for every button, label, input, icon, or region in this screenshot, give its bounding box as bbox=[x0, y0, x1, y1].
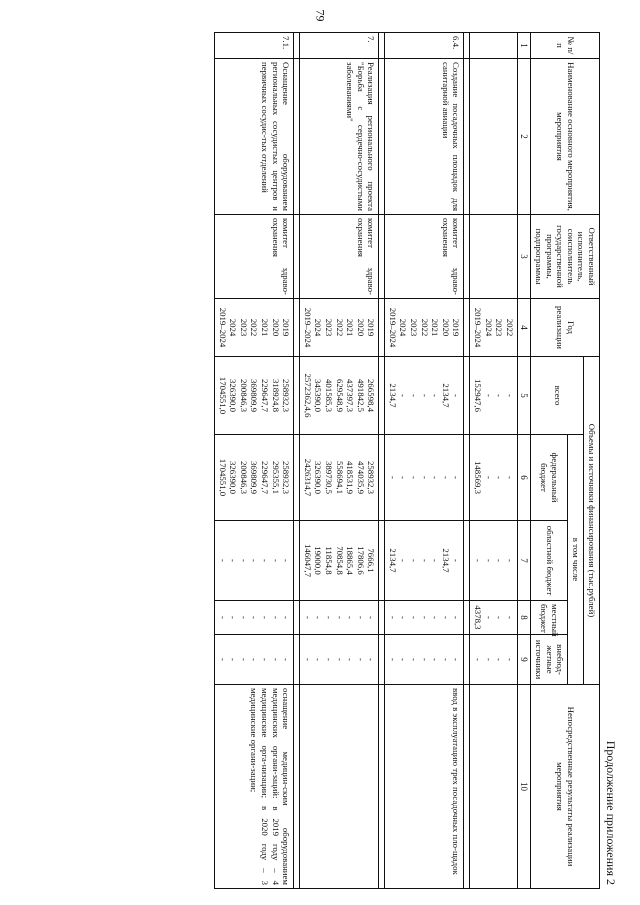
row-total-cell bbox=[385, 357, 464, 435]
amount-value: 18865,4 bbox=[345, 546, 356, 575]
col-number: 6 bbox=[517, 435, 531, 521]
amount-value: - bbox=[430, 476, 441, 479]
table-row-7 bbox=[300, 33, 379, 889]
amount-value: - bbox=[270, 658, 281, 661]
row-loc-cell bbox=[470, 601, 517, 635]
amount-value: - bbox=[387, 616, 398, 619]
year-value: 2019–2024 bbox=[302, 307, 313, 348]
amount-value: 491842,5 bbox=[355, 379, 366, 412]
row-ext-cell bbox=[300, 635, 379, 685]
amount-value: - bbox=[504, 559, 515, 562]
year-value: 2019–2024 bbox=[387, 307, 398, 348]
amount-value: 258932,3 bbox=[366, 461, 377, 494]
col-number: 4 bbox=[517, 299, 531, 357]
year-value: 2019 bbox=[451, 318, 462, 337]
col-number: 3 bbox=[517, 215, 531, 299]
amount-value: 2134,7 bbox=[387, 383, 398, 408]
year-value: 2022 bbox=[419, 318, 430, 337]
amount-value: 629548,9 bbox=[334, 379, 345, 412]
amount-value: - bbox=[345, 616, 356, 619]
row-reg-cell bbox=[300, 521, 379, 601]
amount-value: - bbox=[430, 559, 441, 562]
amount-value: 70854,8 bbox=[334, 546, 345, 575]
amount-value: - bbox=[409, 394, 420, 397]
amount-value: 7666,1 bbox=[366, 548, 377, 573]
amount-value: - bbox=[323, 616, 334, 619]
col-number: 10 bbox=[517, 685, 531, 889]
col-number: 7 bbox=[517, 521, 531, 601]
amount-value: - bbox=[270, 559, 281, 562]
row-fed-cell bbox=[215, 435, 294, 521]
amount-value: - bbox=[259, 616, 270, 619]
amount-value: 326390,0 bbox=[228, 461, 239, 494]
row-result-cell bbox=[300, 685, 379, 889]
amount-value: 318924,8 bbox=[270, 379, 281, 412]
row-reg-cell bbox=[385, 521, 464, 601]
amount-value: 229647,7 bbox=[259, 461, 270, 494]
row-name-cell: Создание посадочных площадок для санитарной авиации bbox=[385, 59, 464, 215]
amount-value: - bbox=[387, 658, 398, 661]
row-result-cell: ввод в эксплуатацию трех посадочных пло-щадок bbox=[385, 685, 464, 889]
col-year-header: Год реализации bbox=[531, 299, 600, 357]
year-value: 2024 bbox=[313, 318, 324, 337]
amount-value: - bbox=[398, 559, 409, 562]
row-ext-cell bbox=[470, 635, 517, 685]
amount-value: - bbox=[409, 559, 420, 562]
row-total-cell bbox=[215, 357, 294, 435]
amount-value: - bbox=[483, 616, 494, 619]
amount-value: - bbox=[494, 658, 505, 661]
amount-value: 418531,9 bbox=[345, 461, 356, 494]
row-name-cell: Оснащение оборудованием региональных сосудистых центров и первичных сосудис-тых отделений bbox=[215, 59, 294, 215]
amount-value: 19000,0 bbox=[313, 546, 324, 575]
amount-value: 2572362,4,6 bbox=[302, 373, 313, 418]
row-total-cell bbox=[300, 357, 379, 435]
amount-value: - bbox=[313, 658, 324, 661]
amount-value: 2134,7 bbox=[440, 548, 451, 573]
amount-value: 369809,9 bbox=[249, 461, 260, 494]
year-value: 2022 bbox=[504, 318, 515, 337]
row-fed-cell bbox=[300, 435, 379, 521]
amount-value: - bbox=[345, 658, 356, 661]
amount-value: 17806,6 bbox=[355, 546, 366, 575]
row-loc-cell bbox=[300, 601, 379, 635]
amount-value: 2134,7 bbox=[440, 383, 451, 408]
amount-value: 369809,9 bbox=[249, 379, 260, 412]
year-value: 2019 bbox=[281, 318, 292, 337]
amount-value: - bbox=[409, 658, 420, 661]
year-value: 2019–2024 bbox=[217, 307, 228, 348]
amount-value: - bbox=[504, 616, 515, 619]
table-header bbox=[517, 33, 599, 889]
amount-value: - bbox=[494, 616, 505, 619]
year-value: 2020 bbox=[270, 318, 281, 337]
table-row-continuation bbox=[470, 33, 517, 889]
row-loc-cell bbox=[215, 601, 294, 635]
row-reg-cell bbox=[215, 521, 294, 601]
col-reg-header: областной бюджет bbox=[531, 521, 568, 601]
amount-value: 326390,0 bbox=[228, 379, 239, 412]
amount-value: 200846,3 bbox=[238, 379, 249, 412]
amount-value: - bbox=[440, 616, 451, 619]
row-result-cell: оснащение медицин-ским оборудованием медицинских органи-заций: в 2019 году – 4 медицинские орга-низации; в 2020 году – 3 медицинские органи-зации; bbox=[215, 685, 294, 889]
row-years-cell bbox=[385, 299, 464, 357]
amount-value: - bbox=[366, 616, 377, 619]
amount-value: - bbox=[281, 616, 292, 619]
year-value: 2019 bbox=[366, 318, 377, 337]
amount-value: 345390,0 bbox=[313, 379, 324, 412]
amount-value: 258932,3 bbox=[281, 379, 292, 412]
amount-value: 148569,3 bbox=[473, 461, 484, 494]
year-value: 2021 bbox=[259, 318, 270, 337]
row-no-cell bbox=[470, 33, 517, 59]
amount-value: 200846,3 bbox=[238, 461, 249, 494]
table-row-6-4 bbox=[385, 33, 464, 889]
amount-value: 389730,5 bbox=[323, 461, 334, 494]
row-ext-cell bbox=[385, 635, 464, 685]
row-no-cell: 7.1. bbox=[215, 33, 294, 59]
row-name-cell bbox=[470, 59, 517, 215]
year-value: 2024 bbox=[483, 318, 494, 337]
amount-value: - bbox=[398, 658, 409, 661]
amount-value: - bbox=[238, 559, 249, 562]
amount-value: - bbox=[419, 616, 430, 619]
amount-value: - bbox=[398, 616, 409, 619]
col-no-header: № п/п bbox=[531, 33, 600, 59]
row-name-cell: Реализация регионального проекта "Борьба с сердечно-сосудистыми заболеваниями" bbox=[300, 59, 379, 215]
amount-value: 152947,6 bbox=[473, 379, 484, 412]
amount-value: - bbox=[483, 658, 494, 661]
year-value: 2021 bbox=[345, 318, 356, 337]
amount-value: - bbox=[270, 616, 281, 619]
year-value: 2020 bbox=[355, 318, 366, 337]
row-reg-cell bbox=[470, 521, 517, 601]
col-fed-header: федеральный бюджет bbox=[531, 435, 568, 521]
amount-value: 558694,1 bbox=[334, 461, 345, 494]
amount-value: 4378,3 bbox=[473, 605, 484, 630]
col-finance-header: Объемы и источники финансирования (тыс.рублей) bbox=[584, 357, 600, 685]
col-number: 5 bbox=[517, 357, 531, 435]
amount-value: - bbox=[228, 658, 239, 661]
amount-value: - bbox=[494, 394, 505, 397]
amount-value: - bbox=[504, 476, 515, 479]
row-years-cell bbox=[300, 299, 379, 357]
amount-value: - bbox=[302, 658, 313, 661]
amount-value: - bbox=[440, 476, 451, 479]
amount-value: - bbox=[228, 616, 239, 619]
amount-value: - bbox=[334, 616, 345, 619]
year-value: 2023 bbox=[238, 318, 249, 337]
col-number: 1 bbox=[517, 33, 531, 59]
year-value: 2022 bbox=[334, 318, 345, 337]
year-value: 2022 bbox=[249, 318, 260, 337]
amount-value: - bbox=[494, 559, 505, 562]
page-number: 79 bbox=[313, 9, 328, 22]
amount-value: 474035,9 bbox=[355, 461, 366, 494]
row-years-cell bbox=[470, 299, 517, 357]
amount-value: - bbox=[217, 658, 228, 661]
col-number: 8 bbox=[517, 601, 531, 635]
amount-value: - bbox=[504, 658, 515, 661]
amount-value: - bbox=[281, 658, 292, 661]
row-resp-cell: комитет здраво-охранения bbox=[215, 215, 294, 299]
amount-value: - bbox=[504, 394, 515, 397]
amount-value: - bbox=[451, 658, 462, 661]
col-result-header: Непосредственные результаты реализации мероприятия bbox=[531, 685, 600, 889]
amount-value: 437397,3 bbox=[345, 379, 356, 412]
amount-value: - bbox=[281, 559, 292, 562]
amount-value: 258932,3 bbox=[281, 461, 292, 494]
amount-value: 326390,0 bbox=[313, 461, 324, 494]
amount-value: - bbox=[419, 394, 430, 397]
row-resp-cell bbox=[470, 215, 517, 299]
amount-value: - bbox=[249, 559, 260, 562]
year-value: 2024 bbox=[398, 318, 409, 337]
amount-value: - bbox=[473, 658, 484, 661]
row-total-cell bbox=[470, 357, 517, 435]
amount-value: - bbox=[473, 559, 484, 562]
year-value: 2024 bbox=[228, 318, 239, 337]
row-ext-cell bbox=[215, 635, 294, 685]
row-no-cell: 6.4. bbox=[385, 33, 464, 59]
amount-value: - bbox=[259, 658, 270, 661]
amount-value: - bbox=[313, 616, 324, 619]
amount-value: 401585,3 bbox=[323, 379, 334, 412]
year-value: 2023 bbox=[494, 318, 505, 337]
amount-value: - bbox=[334, 658, 345, 661]
amount-value: - bbox=[483, 394, 494, 397]
amount-value: 11854,8 bbox=[323, 546, 334, 575]
col-number: 2 bbox=[517, 59, 531, 215]
table-row-7-1 bbox=[215, 33, 294, 889]
row-resp-cell: комитет здраво-охранения bbox=[385, 215, 464, 299]
year-value: 2023 bbox=[323, 318, 334, 337]
amount-value: 1704551,0 bbox=[217, 376, 228, 415]
amount-value: 229647,7 bbox=[259, 379, 270, 412]
col-resp-header: Ответственный исполнитель, соисполнитель государственной программы, подпрограммы bbox=[531, 215, 600, 299]
financing-table bbox=[214, 32, 600, 889]
row-fed-cell bbox=[385, 435, 464, 521]
amount-value: - bbox=[451, 394, 462, 397]
amount-value: 266598,4 bbox=[366, 379, 377, 412]
col-loc-header: местный бюджет bbox=[531, 601, 568, 635]
year-value: 2023 bbox=[409, 318, 420, 337]
year-value: 2021 bbox=[430, 318, 441, 337]
amount-value: - bbox=[483, 476, 494, 479]
col-including-header: в том числе bbox=[568, 435, 584, 685]
row-result-cell bbox=[470, 685, 517, 889]
amount-value: - bbox=[323, 658, 334, 661]
amount-value: - bbox=[387, 476, 398, 479]
row-no-cell: 7. bbox=[300, 33, 379, 59]
row-years-cell bbox=[215, 299, 294, 357]
col-ext-header: внебюд-жетные источники bbox=[531, 635, 568, 685]
amount-value: - bbox=[409, 616, 420, 619]
amount-value: - bbox=[249, 616, 260, 619]
amount-value: - bbox=[228, 559, 239, 562]
amount-value: - bbox=[259, 559, 270, 562]
amount-value: - bbox=[302, 616, 313, 619]
amount-value: 2426314,7 bbox=[302, 458, 313, 497]
amount-value: - bbox=[430, 394, 441, 397]
year-value: 2020 bbox=[440, 318, 451, 337]
appendix-caption: Продолжение приложения 2 bbox=[604, 740, 618, 885]
amount-value: - bbox=[238, 616, 249, 619]
amount-value: - bbox=[419, 559, 430, 562]
col-total-header: всего bbox=[531, 357, 584, 435]
amount-value: 295355,1 bbox=[270, 461, 281, 494]
amount-value: - bbox=[249, 658, 260, 661]
amount-value: - bbox=[440, 658, 451, 661]
amount-value: - bbox=[355, 616, 366, 619]
amount-value: - bbox=[409, 476, 420, 479]
amount-value: - bbox=[430, 616, 441, 619]
amount-value: 2134,7 bbox=[387, 548, 398, 573]
amount-value: - bbox=[238, 658, 249, 661]
amount-value: - bbox=[494, 476, 505, 479]
amount-value: - bbox=[355, 658, 366, 661]
amount-value: 1704551,0 bbox=[217, 458, 228, 497]
row-resp-cell: комитет здраво-охранения bbox=[300, 215, 379, 299]
rotated-page bbox=[20, 32, 620, 892]
amount-value: - bbox=[419, 476, 430, 479]
row-loc-cell bbox=[385, 601, 464, 635]
amount-value: 146047,7 bbox=[302, 544, 313, 577]
year-value: 2019–2024 bbox=[473, 307, 484, 348]
column-number-row bbox=[517, 33, 531, 889]
amount-value: - bbox=[430, 658, 441, 661]
col-number: 9 bbox=[517, 635, 531, 685]
amount-value: - bbox=[217, 559, 228, 562]
amount-value: - bbox=[451, 559, 462, 562]
amount-value: - bbox=[217, 616, 228, 619]
row-fed-cell bbox=[470, 435, 517, 521]
amount-value: - bbox=[366, 658, 377, 661]
amount-value: - bbox=[451, 616, 462, 619]
amount-value: - bbox=[451, 476, 462, 479]
amount-value: - bbox=[398, 394, 409, 397]
amount-value: - bbox=[419, 658, 430, 661]
amount-value: - bbox=[483, 559, 494, 562]
amount-value: - bbox=[398, 476, 409, 479]
col-name-header: Наименование основного мероприятия, мероприятия bbox=[531, 59, 600, 215]
